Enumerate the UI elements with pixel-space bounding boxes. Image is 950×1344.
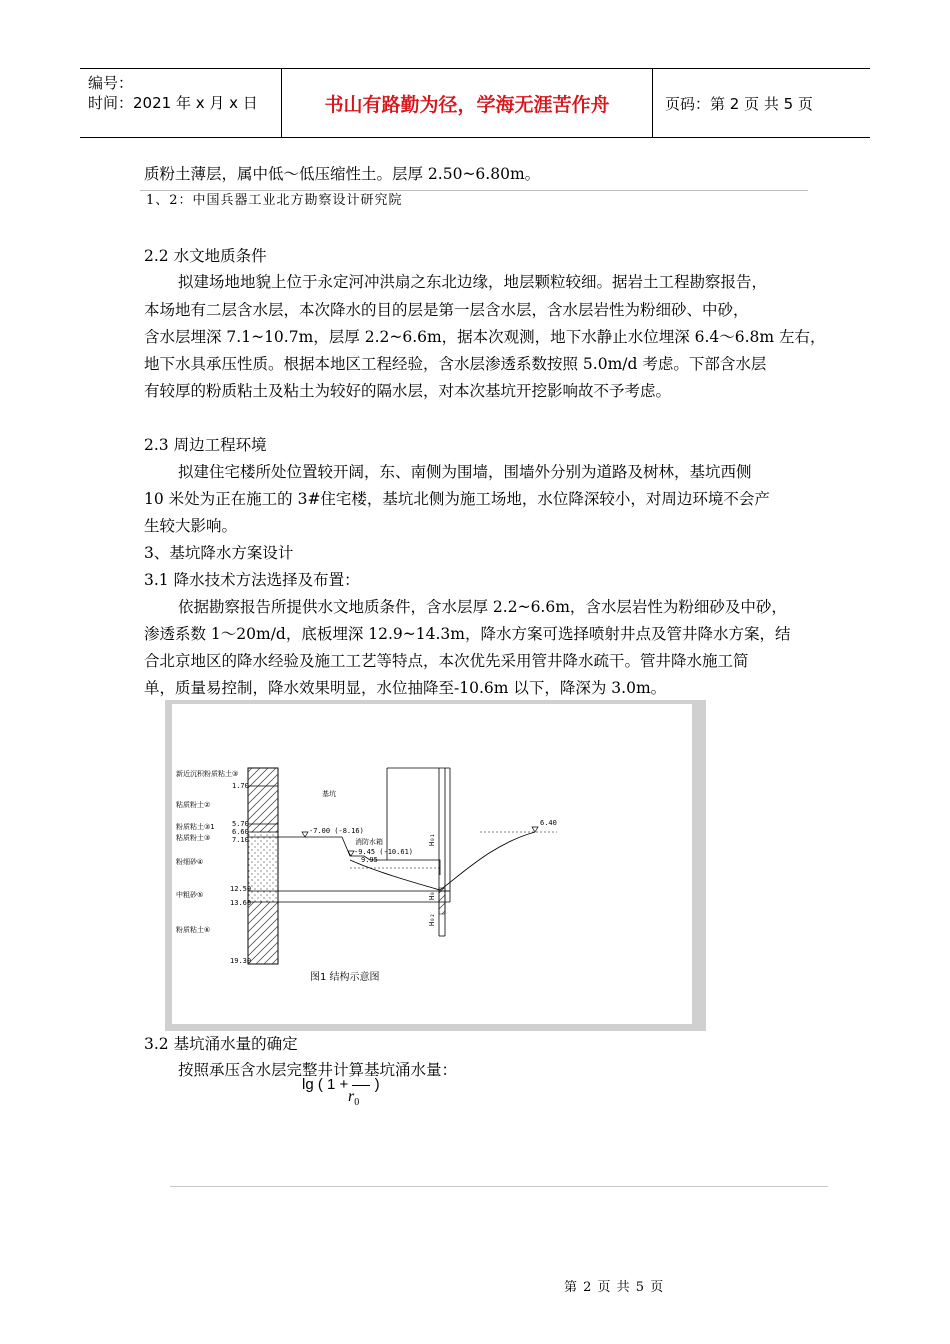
water-level-icon <box>302 832 308 837</box>
paragraph-line: 含水层埋深 7.1~10.7m，层厚 2.2~6.6m，据本次观测，地下水静止水位埋深 6.4～6.8m 左右， <box>144 328 826 346</box>
layer-label: 粉细砂④ <box>176 858 204 866</box>
structure-figure <box>165 700 706 1031</box>
layer-fill <box>248 824 278 832</box>
header-page-info: 页码：第 2 页 共 5 页 <box>665 94 813 113</box>
section-3-2-title: 3.2 基坑涌水量的确定 <box>144 1035 298 1053</box>
formula <box>302 1076 380 1093</box>
layer-label: 粉质粘土③1 <box>176 823 215 831</box>
paragraph-line: 地下水具承压性质。根据本地区工程经验，含水层渗透系数按照 5.0m/d 考虑。下部含水层 <box>144 355 767 373</box>
layer-fill <box>248 891 278 902</box>
header-motto: 书山有路勤为径，学海无涯苦作舟 <box>281 69 653 137</box>
layer-fill <box>248 832 278 837</box>
paragraph-line: 生较大影响。 <box>144 517 238 535</box>
document-header <box>80 68 870 138</box>
pit-label: 基坑 <box>322 790 336 798</box>
formula-subscript: 0 <box>354 1097 360 1109</box>
paragraph-line: 合北京地区的降水经验及施工工艺等特点，本次优先采用管井降水疏干。管井降水施工简 <box>144 652 749 670</box>
paragraph-line: 10 米处为正在施工的 3#住宅楼，基坑北侧为施工场地，水位降深较小，对周边环境不会产 <box>144 490 770 508</box>
level-label: -7.00 (-8.16) <box>309 827 364 835</box>
layer-label: 粘质粉土② <box>176 801 211 809</box>
layer-fill <box>248 837 278 891</box>
depth-label: 12.50 <box>230 885 252 893</box>
source-note: 1、2：中国兵器工业北方勘察设计研究院 <box>146 193 403 208</box>
layer-fill <box>248 786 278 824</box>
paragraph-line: 拟建场地地貌上位于永定河冲洪扇之东北边缘，地层颗粒较细。据岩土工程勘察报告， <box>178 273 768 291</box>
figure-canvas <box>172 704 692 1024</box>
h-label: H₀ <box>428 891 436 900</box>
level-label: 9.95 <box>361 856 378 864</box>
figure-caption: 图1 结构示意图 <box>310 972 380 983</box>
layer-label: 中粗砂⑤ <box>176 891 204 899</box>
continued-line: 质粉土薄层，属中低～低压缩性土。层厚 2.50~6.80m。 <box>144 165 541 183</box>
depth-label: 13.60 <box>230 899 252 907</box>
section-3-1-title: 3.1 降水技术方法选择及布置： <box>144 571 360 589</box>
layer-fill <box>248 768 278 786</box>
water-level-icon <box>532 827 538 832</box>
header-meta <box>80 69 281 137</box>
formula-r: $r_0$ <box>348 1088 360 1109</box>
depth-label: 7.10 <box>232 836 249 844</box>
formula-paren: ( <box>317 1076 323 1093</box>
well-screen <box>439 888 445 914</box>
paragraph-line: 渗透系数 1～20m/d，底板埋深 12.9~14.3m，降水方案可选择喷射井点及管井降水方案，结 <box>144 625 791 643</box>
layer-label: 新近沉积粉质粘土③ <box>176 770 239 778</box>
formula-lg: lg <box>302 1076 314 1093</box>
depth-label: 1.70 <box>232 782 249 790</box>
layer-label: 粘质粉土③ <box>176 834 211 842</box>
paragraph-line: 依据勘察报告所提供水文地质条件，含水层厚 2.2~6.6m，含水层岩性为粉细砂及中砂， <box>178 598 787 616</box>
paragraph-line: 按照承压含水层完整井计算基坑涌水量： <box>178 1061 458 1079</box>
section-3-title: 3、基坑降水方案设计 <box>144 544 294 562</box>
paragraph-line: 单，质量易控制，降水效果明显，水位抽降至-10.6m 以下，降深为 3.0m。 <box>144 679 667 697</box>
sump-label: 消防水箱 <box>355 838 383 846</box>
layer-label: 粉质粘土⑥ <box>176 926 211 934</box>
layer-fill <box>248 902 278 964</box>
section-2-3-title: 2.3 周边工程环境 <box>144 436 267 454</box>
depth-label: 19.30 <box>230 957 252 965</box>
paragraph-line: 拟建住宅楼所处位置较开阔，东、南侧为围墙，围墙外分别为道路及树林，基坑西侧 <box>178 463 752 481</box>
fraction-bar <box>352 1085 370 1086</box>
paragraph-line: 有较厚的粉质粘土及粘土为较好的隔水层，对本次基坑开挖影响故不予考虑。 <box>144 382 672 400</box>
section-2-2-title: 2.2 水文地质条件 <box>144 247 267 265</box>
depth-label: 6.60 <box>232 828 249 836</box>
formula-one-plus: 1 + <box>327 1076 349 1093</box>
time-label: 时间：2021 年 x 月 x 日 <box>88 94 258 112</box>
h-label: H₀₂ <box>428 913 436 926</box>
depth-label: 5.70 <box>232 820 249 828</box>
level-label: -9.45 (-10.61) <box>354 848 414 856</box>
water-level-label: 6.40 <box>540 819 557 827</box>
footer-separator <box>170 1186 828 1187</box>
paragraph-line: 本场地有二层含水层，本次降水的目的层是第一层含水层，含水层岩性为粉细砂、中砂， <box>144 301 749 319</box>
h-label: H₀₁ <box>428 833 436 846</box>
number-label: 编号： <box>88 74 134 92</box>
structure-diagram <box>172 704 692 1024</box>
footer-page: 第 2 页 共 5 页 <box>564 1280 665 1295</box>
formula-paren: ) <box>374 1076 380 1093</box>
